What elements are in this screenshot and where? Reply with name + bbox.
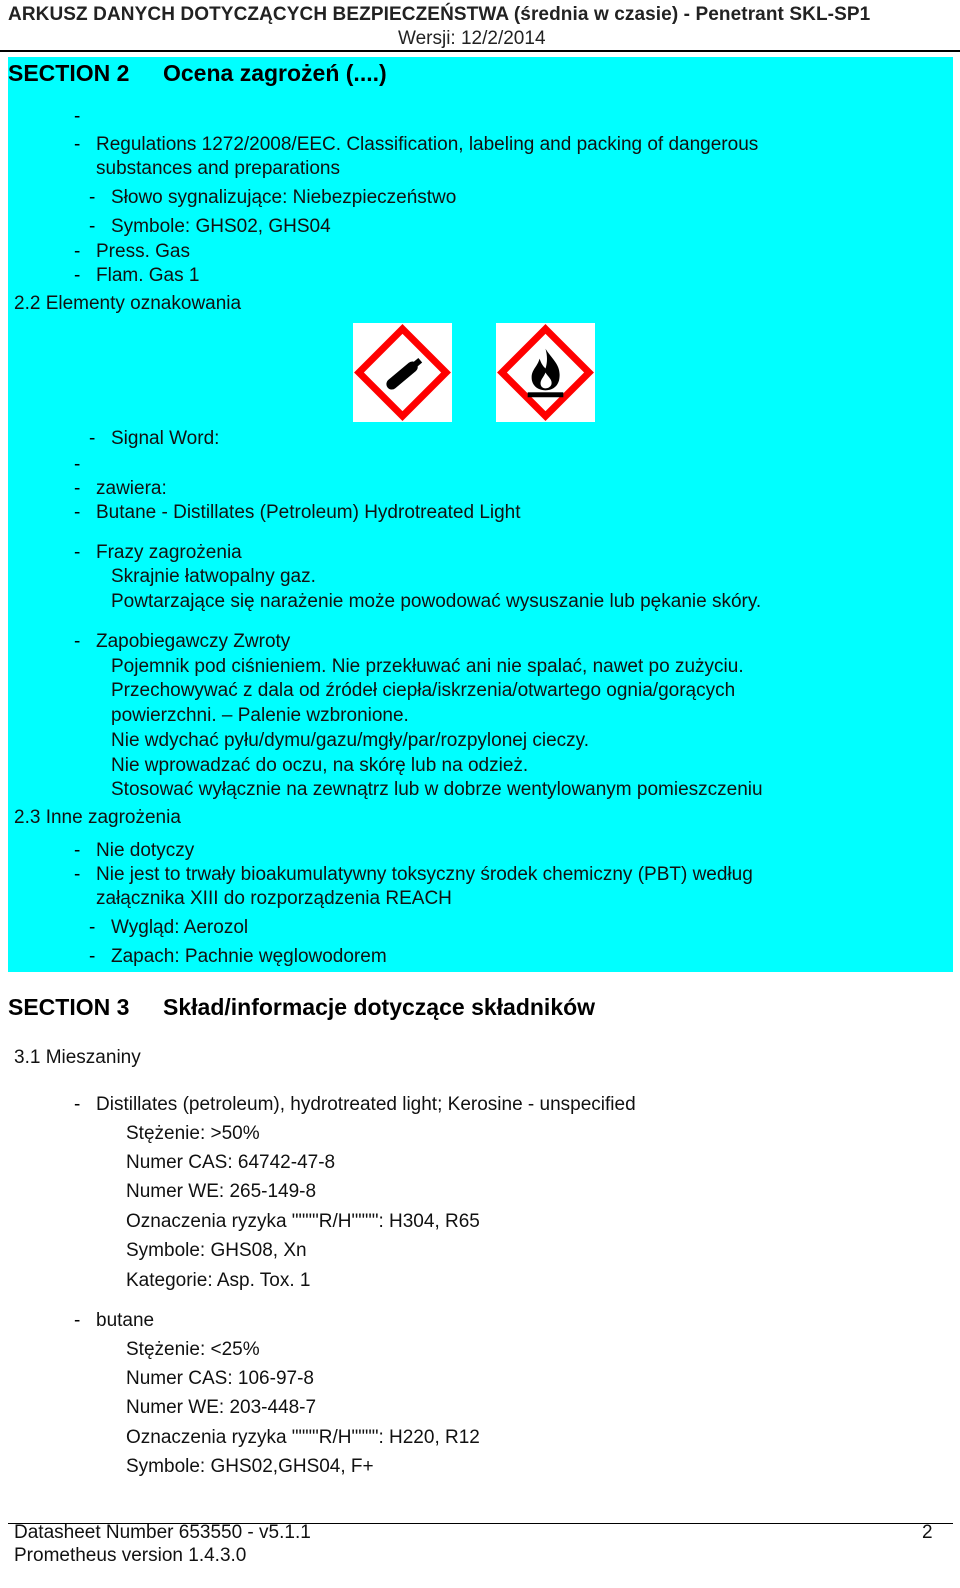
prometheus-version: Prometheus version 1.4.3.0 [14, 1545, 247, 1566]
regulations-text: Regulations 1272/2008/EEC. Classification, labeling and packing of dangerous [96, 134, 759, 155]
precautionary-statement: Nie wprowadzać do oczu, na skórę lub na odzież. [111, 755, 529, 776]
list-dash: - [74, 1094, 81, 1115]
section-2-title: Ocena zagrożeń (....) [163, 60, 387, 86]
hazard-statements-heading: Frazy zagrożenia [96, 542, 242, 563]
section-3-number: SECTION 3 [8, 994, 130, 1020]
other-hazard-not-applicable: Nie dotyczy [96, 840, 195, 861]
section-3-title: Skład/informacje dotyczące składników [163, 994, 596, 1020]
component-detail: Oznaczenia ryzyka """"R/H"""": H220, R12 [126, 1427, 480, 1448]
other-hazards-heading: 2.3 Inne zagrożenia [14, 807, 181, 828]
label-elements-heading: 2.2 Elementy oznakowania [14, 293, 242, 314]
precautionary-statement: Stosować wyłącznie na zewnątrz lub w dobrze wentylowanym pomieszczeniu [111, 779, 763, 800]
precautionary-statement: Pojemnik pod ciśnieniem. Nie przekłuwać ani nie spalać, nawet po zużyciu. [111, 656, 744, 677]
hazard-statement: Skrajnie łatwopalny gaz. [111, 566, 316, 587]
pbt-statement-cont: załącznika XIII do rozporządzenia REACH [96, 888, 452, 909]
list-dash: - [89, 187, 96, 208]
signal-word-line: Słowo sygnalizujące: Niebezpieczeństwo [111, 187, 457, 208]
precautionary-heading: Zapobiegawczy Zwroty [96, 631, 291, 652]
contains-value: Butane - Distillates (Petroleum) Hydrotreated Light [96, 502, 521, 523]
component-detail: Oznaczenia ryzyka """"R/H"""": H304, R65 [126, 1211, 480, 1232]
document-version: Wersji: 12/2/2014 [398, 28, 546, 49]
regulations-text-cont: substances and preparations [96, 158, 340, 179]
mixtures-heading: 3.1 Mieszaniny [14, 1047, 141, 1068]
component-detail: Symbole: GHS02,GHS04, F+ [126, 1456, 374, 1477]
component-detail: Numer WE: 203-448-7 [126, 1397, 317, 1418]
list-dash: - [74, 265, 81, 286]
component-name: butane [96, 1310, 155, 1331]
component-detail: Numer WE: 265-149-8 [126, 1181, 317, 1202]
component-detail: Numer CAS: 64742-47-8 [126, 1152, 336, 1173]
hazard-statement: Powtarzające się narażenie może powodować wysuszanie lub pękanie skóry. [111, 591, 762, 612]
header-divider [0, 50, 960, 52]
list-dash: - [74, 478, 81, 499]
component-detail: Kategorie: Asp. Tox. 1 [126, 1270, 311, 1291]
list-dash: - [89, 428, 96, 449]
odor-line: Zapach: Pachnie węglowodorem [111, 946, 387, 967]
list-dash: - [89, 946, 96, 967]
section-2-heading [8, 60, 387, 87]
list-dash: - [74, 106, 81, 127]
section-2-number: SECTION 2 [8, 60, 130, 86]
component-detail: Numer CAS: 106-97-8 [126, 1368, 314, 1389]
document-title: ARKUSZ DANYCH DOTYCZĄCYCH BEZPIECZEŃSTWA (średnia w czasie) - Penetrant SKL-SP1 [8, 4, 871, 25]
list-dash: - [74, 134, 81, 155]
component-name: Distillates (petroleum), hydrotreated light; Kerosine - unspecified [96, 1094, 636, 1115]
list-dash: - [74, 241, 81, 262]
component-detail: Stężenie: <25% [126, 1339, 260, 1360]
component-detail: Symbole: GHS08, Xn [126, 1240, 307, 1261]
symbols-line: Symbole: GHS02, GHS04 [111, 216, 331, 237]
classification-press-gas: Press. Gas [96, 241, 190, 262]
list-dash: - [74, 454, 81, 475]
gas-cylinder-icon [353, 323, 452, 422]
appearance-line: Wygląd: Aerozol [111, 917, 249, 938]
list-dash: - [74, 840, 81, 861]
list-dash: - [74, 502, 81, 523]
pbt-statement: Nie jest to trwały bioakumulatywny toksyczny środek chemiczny (PBT) według [96, 864, 753, 885]
list-dash: - [74, 1310, 81, 1331]
list-dash: - [89, 216, 96, 237]
section-3-heading [8, 994, 595, 1021]
page-number: 2 [922, 1522, 933, 1543]
list-dash: - [74, 864, 81, 885]
datasheet-number: Datasheet Number 653550 - v5.1.1 [14, 1522, 311, 1543]
precautionary-statement: powierzchni. – Palenie wzbronione. [111, 705, 409, 726]
precautionary-statement: Nie wdychać pyłu/dymu/gazu/mgły/par/rozpylonej cieczy. [111, 730, 590, 751]
list-dash: - [74, 631, 81, 652]
classification-flam-gas: Flam. Gas 1 [96, 265, 200, 286]
contains-label: zawiera: [96, 478, 167, 499]
list-dash: - [89, 917, 96, 938]
flame-icon [496, 323, 595, 422]
precautionary-statement: Przechowywać z dala od źródeł ciepła/iskrzenia/otwartego ognia/gorących [111, 680, 736, 701]
signal-word-label: Signal Word: [111, 428, 220, 449]
component-detail: Stężenie: >50% [126, 1123, 260, 1144]
list-dash: - [74, 542, 81, 563]
